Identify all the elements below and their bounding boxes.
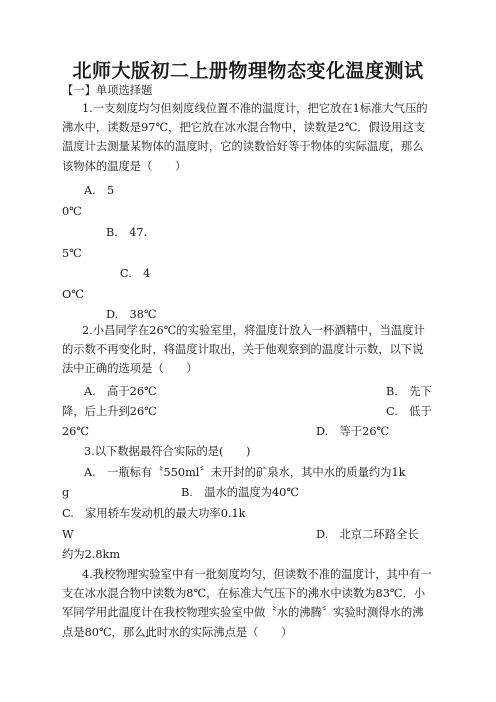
q3-option-c: C. 家用轿车发动机的最大功率0.1k — [62, 507, 246, 520]
q2-option-c-cont: 26℃ — [62, 425, 90, 438]
document-title: 北师大版初二上册物理物态变化温度测试 — [72, 60, 424, 82]
q2-option-b-cont: 降，后上升到26℃ — [62, 405, 157, 418]
question-4-stem: 4.我校物理实验室中有一批刻度均匀，但读数不准的温度计，其中有一支在冰水混合物中读数为8℃，在标准大气压下的沸水中读数为83℃．小军同学用此温度计在我校物理实验室中做〝水的沸腾〞实验时测得水的沸点是80℃，那么此时水的实际沸点是（ ） — [62, 568, 432, 639]
question-2-stem: 2.小昌同学在26℃的实验室里，将温度计放入一杯酒精中，当温度计的示数不再变化时，将温度计取出，关于他观察到的温度计示数，以下说法中正确的选项是（ ） — [62, 324, 425, 376]
q3-option-a-cont: g — [62, 486, 70, 499]
q2-option-c: C. 低于 — [386, 405, 432, 418]
question-1-stem: 1.一支刻度均匀但刻度线位置不准的温度计，把它放在1标准大气压的沸水中，读数是97℃，把它放在冰水混合物中，读数是2℃．假设用这支温度计去测量某物体的温度时，它的读数恰好等于物体的实际温度，那么该物体的温度是（ ） — [62, 102, 428, 173]
q2-option-b: B. 先下 — [386, 385, 432, 398]
q1-option-a-cont: 0℃ — [62, 205, 82, 218]
q3-option-d-cont: 约为2.8km — [62, 548, 121, 561]
q3-option-b: B. 温水的温度为40℃ — [181, 486, 299, 499]
q1-option-b-cont: 5℃ — [62, 247, 82, 260]
q3-option-d: D. 北京二环路全长 — [316, 528, 419, 541]
question-3-stem: 3.以下数据最符合实际的是( ) — [84, 445, 251, 458]
q1-option-c: C. 4 — [120, 267, 151, 280]
q1-option-d: D. 38℃ — [106, 308, 157, 321]
q2-option-d: D. 等于26℃ — [316, 425, 390, 438]
q3-option-a: A. 一瓶标有〝550ml〞未开封的矿泉水，其中水的质量约为1k — [84, 466, 406, 479]
q1-option-c-cont: O℃ — [62, 288, 84, 301]
section-heading: 【一】单项选择题 — [62, 84, 153, 97]
q1-option-a: A. 5 — [84, 184, 115, 197]
q1-option-b: B. 47. — [106, 226, 148, 239]
q2-option-a: A. 高于26℃ — [84, 385, 157, 398]
q3-option-c-cont: W — [62, 528, 74, 541]
